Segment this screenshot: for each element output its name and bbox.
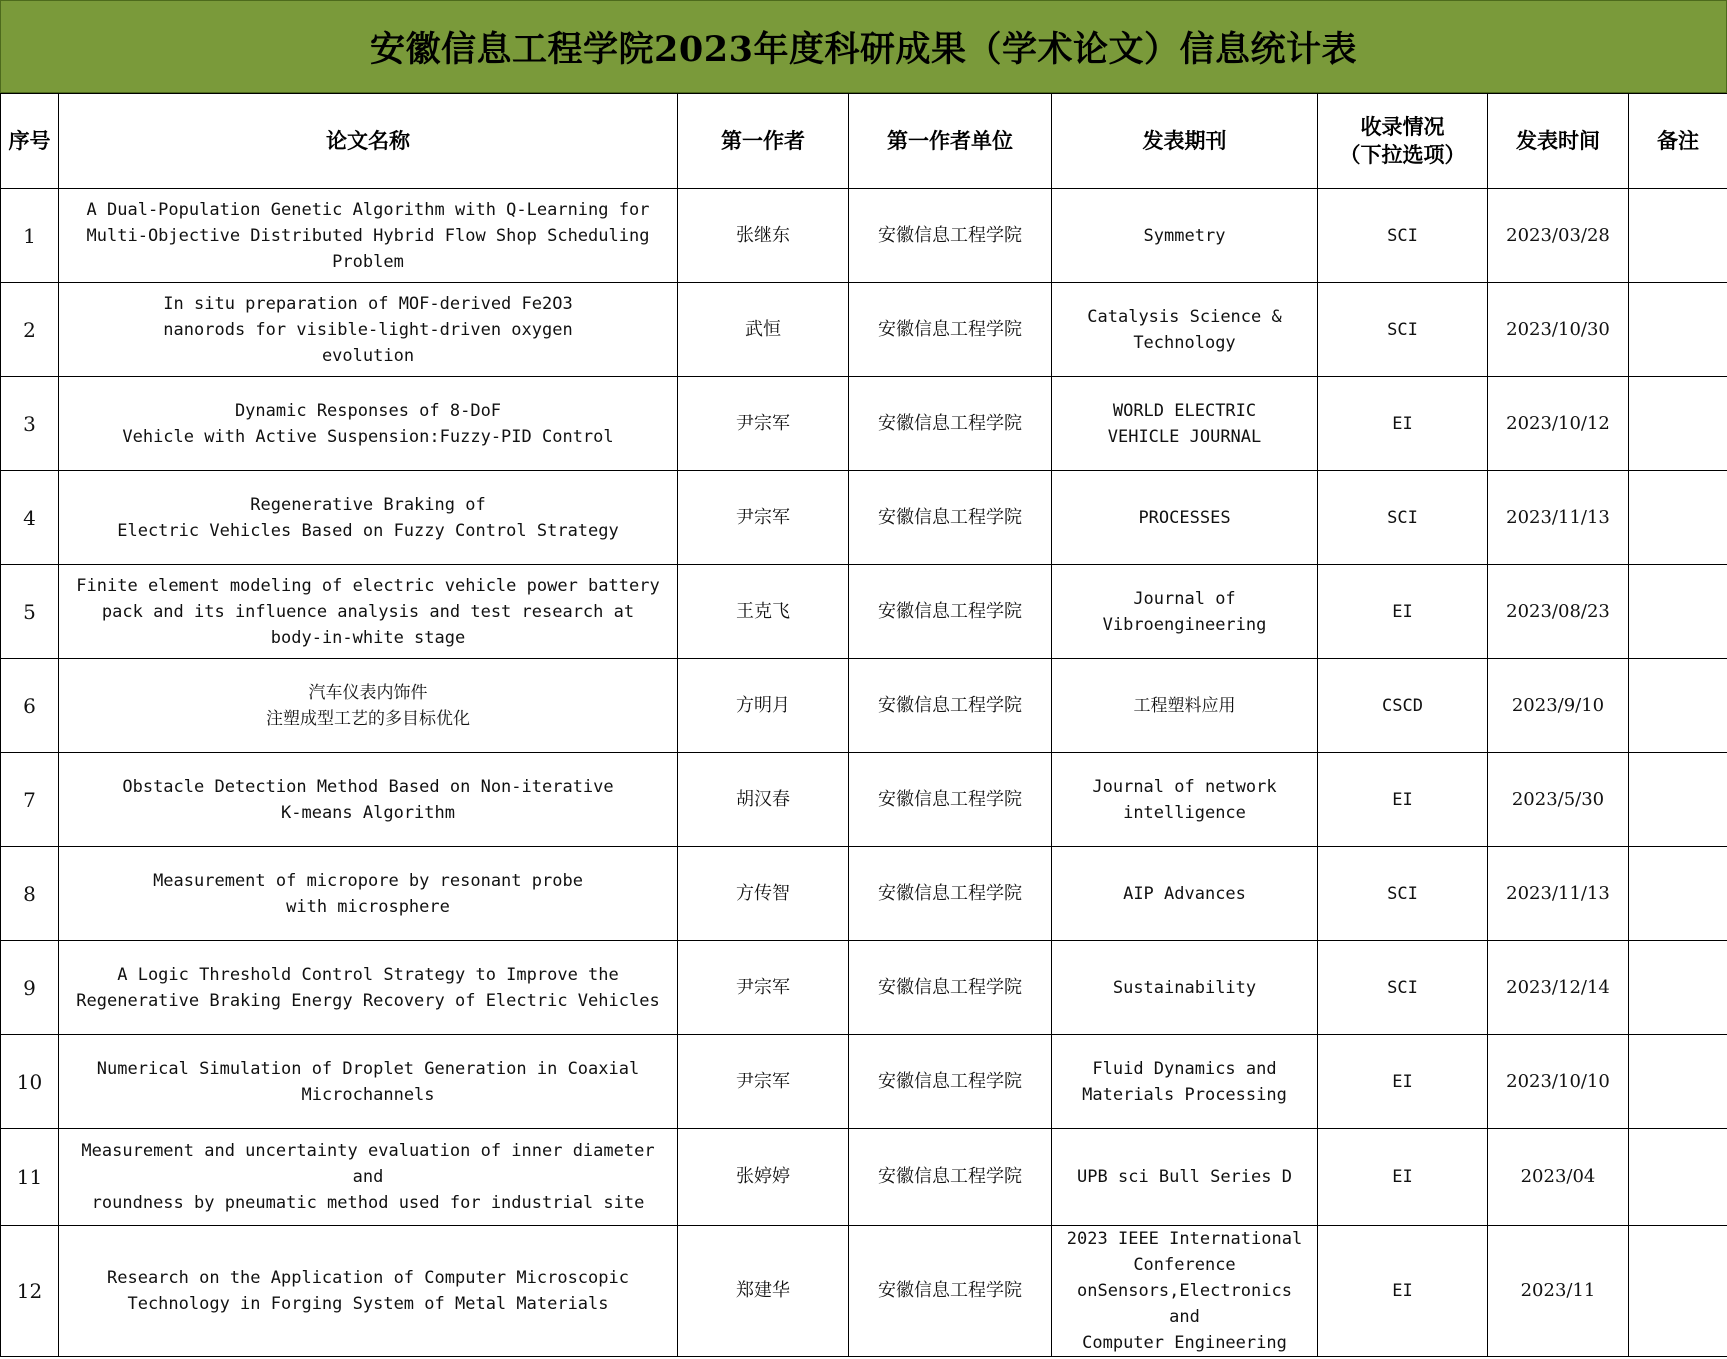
cell-journal[interactable]: Sustainability bbox=[1052, 941, 1318, 1035]
cell-note[interactable] bbox=[1629, 471, 1727, 565]
header-cell-index[interactable]: 收录情况 （下拉选项） bbox=[1318, 94, 1488, 189]
table-row bbox=[1, 283, 1727, 377]
cell-journal[interactable]: WORLD ELECTRIC VEHICLE JOURNAL bbox=[1052, 377, 1318, 471]
cell-journal[interactable]: UPB sci Bull Series D bbox=[1052, 1129, 1318, 1226]
cell-index[interactable]: EI bbox=[1318, 1035, 1488, 1129]
cell-title[interactable]: Finite element modeling of electric vehicle power battery pack and its influence analysis and test research at body-in-white stage bbox=[59, 565, 678, 659]
cell-title[interactable]: Research on the Application of Computer Microscopic Technology in Forging System of Metal Materials bbox=[59, 1226, 678, 1357]
cell-author[interactable]: 郑建华 bbox=[678, 1226, 849, 1357]
header-cell-no[interactable]: 序号 bbox=[1, 94, 59, 189]
cell-author[interactable]: 方明月 bbox=[678, 659, 849, 753]
table-row bbox=[1, 1035, 1727, 1129]
cell-journal[interactable]: Journal of Vibroengineering bbox=[1052, 565, 1318, 659]
table-row bbox=[1, 1129, 1727, 1226]
cell-index[interactable]: EI bbox=[1318, 1129, 1488, 1226]
cell-journal[interactable]: 工程塑料应用 bbox=[1052, 659, 1318, 753]
header-cell-note[interactable]: 备注 bbox=[1629, 94, 1727, 189]
cell-author[interactable]: 尹宗军 bbox=[678, 377, 849, 471]
cell-journal[interactable]: AIP Advances bbox=[1052, 847, 1318, 941]
cell-author[interactable]: 张继东 bbox=[678, 189, 849, 283]
cell-index[interactable]: EI bbox=[1318, 377, 1488, 471]
cell-date[interactable]: 2023/11/13 bbox=[1488, 847, 1629, 941]
table-row bbox=[1, 847, 1727, 941]
cell-note[interactable] bbox=[1629, 565, 1727, 659]
cell-index[interactable]: EI bbox=[1318, 1226, 1488, 1357]
cell-title[interactable]: Regenerative Braking of Electric Vehicles Based on Fuzzy Control Strategy bbox=[59, 471, 678, 565]
cell-note[interactable] bbox=[1629, 1129, 1727, 1226]
sheet-title: 安徽信息工程学院2023年度科研成果（学术论文）信息统计表 bbox=[0, 0, 1727, 93]
cell-author[interactable]: 方传智 bbox=[678, 847, 849, 941]
cell-title[interactable]: Numerical Simulation of Droplet Generation in Coaxial Microchannels bbox=[59, 1035, 678, 1129]
cell-unit[interactable]: 安徽信息工程学院 bbox=[849, 377, 1052, 471]
cell-unit[interactable]: 安徽信息工程学院 bbox=[849, 659, 1052, 753]
cell-author[interactable]: 尹宗军 bbox=[678, 471, 849, 565]
cell-no[interactable]: 8 bbox=[1, 847, 59, 941]
cell-title[interactable]: A Logic Threshold Control Strategy to Improve the Regenerative Braking Energy Recovery of Electric Vehicles bbox=[59, 941, 678, 1035]
cell-unit[interactable]: 安徽信息工程学院 bbox=[849, 1035, 1052, 1129]
cell-date[interactable]: 2023/11 bbox=[1488, 1226, 1629, 1357]
cell-date[interactable]: 2023/10/10 bbox=[1488, 1035, 1629, 1129]
cell-no[interactable]: 11 bbox=[1, 1129, 59, 1226]
cell-no[interactable]: 3 bbox=[1, 377, 59, 471]
cell-note[interactable] bbox=[1629, 377, 1727, 471]
cell-title[interactable]: Dynamic Responses of 8-DoF Vehicle with Active Suspension:Fuzzy-PID Control bbox=[59, 377, 678, 471]
cell-title[interactable]: A Dual-Population Genetic Algorithm with Q-Learning for Multi-Objective Distributed Hybrid Flow Shop Scheduling Problem bbox=[59, 189, 678, 283]
cell-unit[interactable]: 安徽信息工程学院 bbox=[849, 189, 1052, 283]
cell-author[interactable]: 胡汉春 bbox=[678, 753, 849, 847]
cell-no[interactable]: 6 bbox=[1, 659, 59, 753]
cell-no[interactable]: 5 bbox=[1, 565, 59, 659]
cell-no[interactable]: 12 bbox=[1, 1226, 59, 1357]
table-row bbox=[1, 565, 1727, 659]
cell-no[interactable]: 7 bbox=[1, 753, 59, 847]
cell-date[interactable]: 2023/10/30 bbox=[1488, 283, 1629, 377]
cell-index[interactable]: SCI bbox=[1318, 283, 1488, 377]
cell-journal[interactable]: Symmetry bbox=[1052, 189, 1318, 283]
cell-unit[interactable]: 安徽信息工程学院 bbox=[849, 941, 1052, 1035]
header-cell-date[interactable]: 发表时间 bbox=[1488, 94, 1629, 189]
cell-index[interactable]: EI bbox=[1318, 565, 1488, 659]
cell-index[interactable]: SCI bbox=[1318, 941, 1488, 1035]
cell-unit[interactable]: 安徽信息工程学院 bbox=[849, 847, 1052, 941]
cell-author[interactable]: 张婷婷 bbox=[678, 1129, 849, 1226]
table-row bbox=[1, 941, 1727, 1035]
header-cell-unit[interactable]: 第一作者单位 bbox=[849, 94, 1052, 189]
header-row bbox=[1, 94, 1727, 189]
cell-journal[interactable]: Fluid Dynamics and Materials Processing bbox=[1052, 1035, 1318, 1129]
cell-note[interactable] bbox=[1629, 753, 1727, 847]
cell-index[interactable]: SCI bbox=[1318, 189, 1488, 283]
cell-date[interactable]: 2023/04 bbox=[1488, 1129, 1629, 1226]
cell-date[interactable]: 2023/9/10 bbox=[1488, 659, 1629, 753]
cell-date[interactable]: 2023/08/23 bbox=[1488, 565, 1629, 659]
cell-index[interactable]: EI bbox=[1318, 753, 1488, 847]
table-row bbox=[1, 659, 1727, 753]
cell-no[interactable]: 1 bbox=[1, 189, 59, 283]
cell-date[interactable]: 2023/5/30 bbox=[1488, 753, 1629, 847]
header-cell-journal[interactable]: 发表期刊 bbox=[1052, 94, 1318, 189]
header-cell-author[interactable]: 第一作者 bbox=[678, 94, 849, 189]
cell-index[interactable]: CSCD bbox=[1318, 659, 1488, 753]
cell-note[interactable] bbox=[1629, 283, 1727, 377]
cell-no[interactable]: 10 bbox=[1, 1035, 59, 1129]
cell-note[interactable] bbox=[1629, 1226, 1727, 1357]
cell-unit[interactable]: 安徽信息工程学院 bbox=[849, 1226, 1052, 1357]
cell-author[interactable]: 尹宗军 bbox=[678, 941, 849, 1035]
cell-date[interactable]: 2023/10/12 bbox=[1488, 377, 1629, 471]
header-cell-title[interactable]: 论文名称 bbox=[59, 94, 678, 189]
cell-no[interactable]: 2 bbox=[1, 283, 59, 377]
cell-title[interactable]: Measurement and uncertainty evaluation of inner diameter and roundness by pneumatic method used for industrial site bbox=[59, 1129, 678, 1226]
cell-title[interactable]: Obstacle Detection Method Based on Non-iterative K-means Algorithm bbox=[59, 753, 678, 847]
cell-title[interactable]: In situ preparation of MOF-derived Fe2O3 nanorods for visible-light-driven oxygen evolution bbox=[59, 283, 678, 377]
cell-unit[interactable]: 安徽信息工程学院 bbox=[849, 565, 1052, 659]
cell-date[interactable]: 2023/12/14 bbox=[1488, 941, 1629, 1035]
cell-journal[interactable]: 2023 IEEE International Conference onSensors,Electronics and Computer Engineering bbox=[1052, 1226, 1318, 1357]
cell-note[interactable] bbox=[1629, 941, 1727, 1035]
table-row bbox=[1, 471, 1727, 565]
cell-unit[interactable]: 安徽信息工程学院 bbox=[849, 283, 1052, 377]
cell-note[interactable] bbox=[1629, 1035, 1727, 1129]
cell-journal[interactable]: Journal of network intelligence bbox=[1052, 753, 1318, 847]
table-row bbox=[1, 753, 1727, 847]
cell-author[interactable]: 尹宗军 bbox=[678, 1035, 849, 1129]
papers-table bbox=[0, 93, 1727, 1357]
cell-author[interactable]: 武恒 bbox=[678, 283, 849, 377]
cell-unit[interactable]: 安徽信息工程学院 bbox=[849, 471, 1052, 565]
cell-note[interactable] bbox=[1629, 659, 1727, 753]
cell-no[interactable]: 4 bbox=[1, 471, 59, 565]
cell-author[interactable]: 王克飞 bbox=[678, 565, 849, 659]
table-row bbox=[1, 1226, 1727, 1357]
cell-note[interactable] bbox=[1629, 847, 1727, 941]
cell-unit[interactable]: 安徽信息工程学院 bbox=[849, 1129, 1052, 1226]
cell-index[interactable]: SCI bbox=[1318, 847, 1488, 941]
cell-note[interactable] bbox=[1629, 189, 1727, 283]
cell-no[interactable]: 9 bbox=[1, 941, 59, 1035]
table-row bbox=[1, 377, 1727, 471]
cell-title[interactable]: 汽车仪表内饰件 注塑成型工艺的多目标优化 bbox=[59, 659, 678, 753]
cell-index[interactable]: SCI bbox=[1318, 471, 1488, 565]
table-row bbox=[1, 189, 1727, 283]
cell-journal[interactable]: Catalysis Science & Technology bbox=[1052, 283, 1318, 377]
cell-journal[interactable]: PROCESSES bbox=[1052, 471, 1318, 565]
cell-date[interactable]: 2023/11/13 bbox=[1488, 471, 1629, 565]
cell-unit[interactable]: 安徽信息工程学院 bbox=[849, 753, 1052, 847]
cell-date[interactable]: 2023/03/28 bbox=[1488, 189, 1629, 283]
cell-title[interactable]: Measurement of micropore by resonant probe with microsphere bbox=[59, 847, 678, 941]
